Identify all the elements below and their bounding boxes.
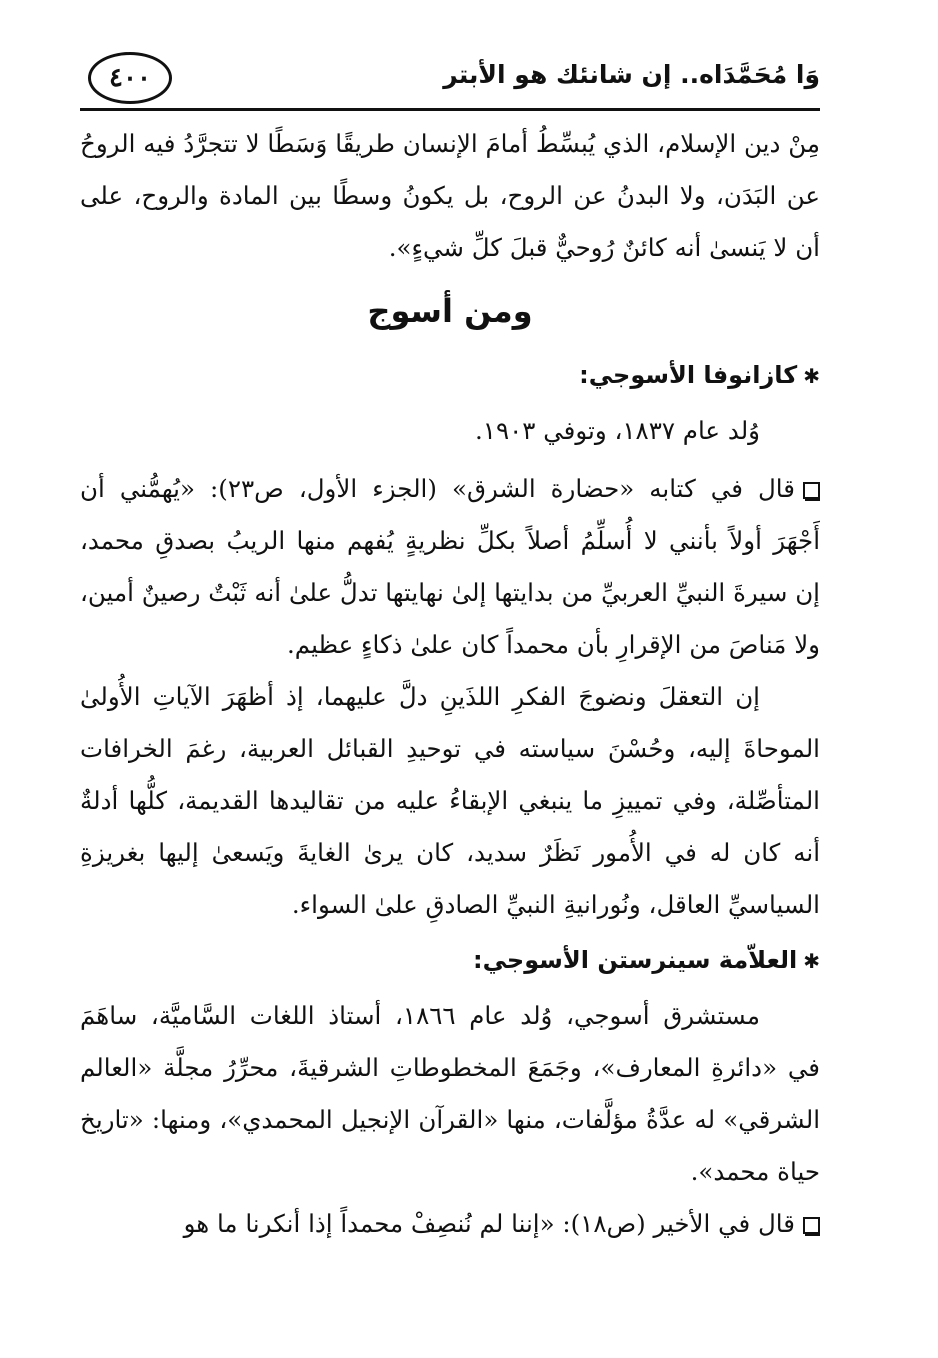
running-title: وَا مُحَمَّدَاه.. إن شانئك هو الأبتر: [443, 60, 820, 89]
text-line: الشرقي» له عدَّةُ مؤلَّفات، منها «القرآن الإنجيل المحمدي»، ومنها: «تاريخ: [80, 1105, 820, 1134]
text-line: في «دائرةِ المعارف»، وجَمَعَ المخطوطاتِ الشرقيةَ، محرِّرُ مجلَّة «العالم: [80, 1053, 820, 1082]
text-line: [80, 1198, 820, 1250]
text-line: مِنْ دين الإسلام، الذي يُبسِّطُ أمامَ الإنسان طريقًا وَسَطًا لا تتجرَّدُ فيه الروحُ: [80, 129, 820, 158]
person-bio: وُلد عام ١٨٣٧، وتوفي ١٩٠٣.: [475, 416, 760, 445]
person-heading: [80, 931, 820, 990]
asterisk-icon: ✱: [803, 949, 820, 973]
person-heading: [80, 346, 820, 405]
quote-start: قال في الأخير (ص١٨): «إننا لم نُنصِفْ محمداً إذا أنكرنا ما هو: [183, 1209, 795, 1238]
person-name: العلاّمة سينرستن الأسوجي:: [473, 946, 798, 974]
asterisk-icon: ✱: [803, 364, 820, 388]
section-title: ومن أسوج: [367, 292, 533, 330]
page-header: [80, 52, 820, 112]
text-line: حياة محمد».: [690, 1157, 820, 1186]
text-line: إن التعقلَ ونضوجَ الفكرِ اللذَينِ دلَّ عليهما، إذ أظهَرَ الآياتِ الأُولىٰ: [80, 682, 760, 711]
box-icon: [803, 482, 820, 499]
text-line: ولا مَناصَ من الإقرارِ بأن محمداً كان علىٰ ذكاءٍ عظيم.: [287, 630, 820, 659]
text-line: مستشرق أسوجي، وُلد عام ١٨٦٦، أستاذ اللغات السَّاميَّة، ساهَمَ: [80, 1001, 760, 1030]
person-name: كازانوفا الأسوجي:: [579, 361, 798, 389]
text-line: [80, 463, 820, 515]
text-line: عن البَدَن، ولا البدنُ عن الروح، بل يكونُ وسطًا بين المادة والروح، على: [80, 181, 820, 210]
header-divider: [80, 108, 820, 111]
text-line: المتأصِّلة، وفي تمييزِ ما ينبغي الإبقاءُ عليه من تقاليدها القديمة، كلُّها أدلةٌ: [80, 786, 820, 815]
page-number: ٤٠٠: [88, 52, 172, 104]
box-icon: [803, 1217, 820, 1234]
text-line: أَجْهَرَ أولاً بأنني لا أُسلِّمُ أصلاً بكلِّ نظريةٍ يُفهم منها الريبُ بصدقِ محمد،: [80, 526, 820, 555]
quote-start: قال في كتابه «حضارة الشرق» (الجزء الأول، ص٢٣): «يُهمُّني أن: [80, 474, 795, 503]
body-paragraph: [80, 671, 820, 931]
text-line: إن سيرةَ النبيِّ العربيِّ من بدايتها إلىٰ نهايتها تدلُّ علىٰ أنه ثَبْتٌ رصينٌ أمين،: [80, 578, 820, 607]
bio-paragraph: [80, 990, 820, 1198]
text-line: السياسيِّ العاقل، ونُورانيةِ النبيِّ الصادقِ علىٰ السواء.: [291, 890, 820, 919]
quote-paragraph: [80, 463, 820, 671]
text-line: أنه كان له في الأُمور نَظَرٌ سديد، كان يرىٰ الغايةَ ويَسعىٰ إليها بغريزةِ: [80, 838, 820, 867]
text-line: الموحاةَ إليه، وحُسْنَ سياسته في توحيدِ القبائل العربية، رغمَ الخرافات: [80, 734, 820, 763]
page-body: [80, 118, 820, 1250]
intro-paragraph: [80, 118, 820, 274]
text-line: أن لا يَنسىٰ أنه كائنٌ رُوحيٌّ قبلَ كلِّ شيءٍ».: [388, 233, 820, 262]
